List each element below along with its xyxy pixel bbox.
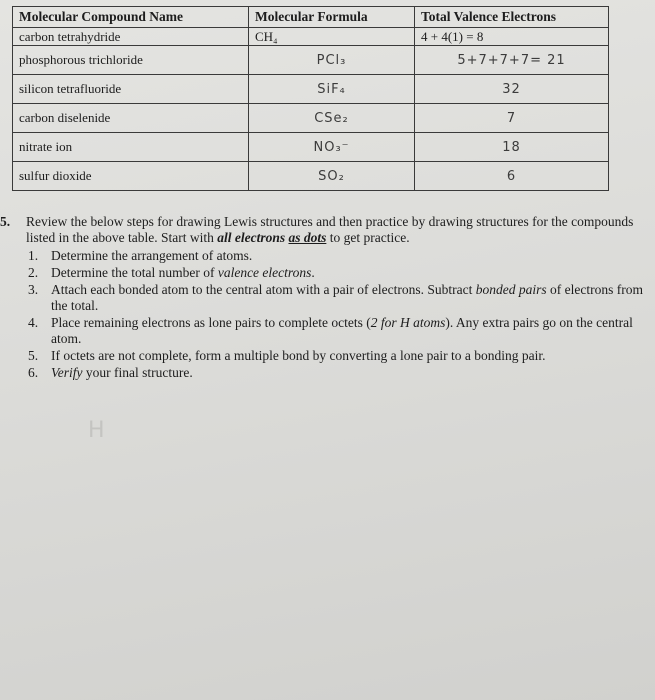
question-text	[26, 214, 651, 246]
list-item	[0, 248, 655, 264]
step-text-end: of electrons from the total.	[51, 282, 643, 313]
list-item	[0, 315, 655, 347]
formula-cell-handwritten: CSe₂	[249, 104, 415, 133]
compound-name-cell: carbon tetrahydride	[13, 28, 249, 46]
header-molecular-formula: Molecular Formula	[249, 7, 415, 28]
compound-name-cell: phosphorous trichloride	[13, 46, 249, 75]
steps-list	[0, 248, 655, 382]
list-item	[0, 365, 655, 381]
question-number: 5.	[0, 214, 11, 229]
table-row	[13, 104, 609, 133]
valence-cell: 4 + 4(1) = 8	[415, 28, 609, 46]
formula-cell-handwritten: PCl₃	[249, 46, 415, 75]
table-header-row	[13, 7, 609, 28]
step-text-end: .	[311, 265, 315, 280]
step-number: 4.	[28, 315, 39, 330]
step-text: Attach each bonded atom to the central atom with a pair of electrons. Subtract	[51, 282, 476, 297]
valence-cell-handwritten: 7	[415, 104, 609, 133]
step-number: 1.	[28, 248, 39, 263]
step-text: If octets are not complete, form a multiple bond by converting a lone pair to a bonding pair.	[51, 348, 546, 363]
formula-cell-handwritten: NO₃⁻	[249, 133, 415, 162]
step-text-end: ). Any extra pairs go on the central atom.	[51, 315, 633, 346]
step-number: 2.	[28, 265, 39, 280]
valence-cell-handwritten: 32	[415, 75, 609, 104]
table-row	[13, 133, 609, 162]
step-italic: 2 for H atoms	[370, 315, 446, 330]
header-compound-name: Molecular Compound Name	[13, 7, 249, 28]
question-text-end: to get practice.	[326, 230, 410, 245]
compound-name-cell: carbon diselenide	[13, 104, 249, 133]
table-row	[13, 162, 609, 191]
step-number: 3.	[28, 282, 39, 297]
faint-pencil-mark: H	[88, 418, 108, 443]
table-row	[13, 75, 609, 104]
step-italic: bonded pairs	[475, 282, 547, 297]
list-item	[0, 348, 655, 364]
valence-cell-handwritten: 5+7+7+7= 21	[415, 46, 609, 75]
formula-cell-handwritten: SiF₄	[249, 75, 415, 104]
step-number: 5.	[28, 348, 39, 363]
compound-name-cell: silicon tetrafluoride	[13, 75, 249, 104]
step-italic: valence electrons	[217, 265, 312, 280]
step-text: Place remaining electrons as lone pairs to complete octets (	[51, 315, 371, 330]
question-emphasis: all electrons	[217, 230, 286, 245]
compound-table	[12, 6, 609, 191]
step-italic: Verify	[51, 365, 83, 380]
step-text-end: your final structure.	[82, 365, 193, 380]
compound-name-cell: nitrate ion	[13, 133, 249, 162]
valence-cell-handwritten: 6	[415, 162, 609, 191]
step-text: Determine the arrangement of atoms.	[51, 248, 253, 263]
list-item	[0, 265, 655, 281]
step-text: Determine the total number of	[51, 265, 218, 280]
compound-name-cell: sulfur dioxide	[13, 162, 249, 191]
valence-cell-handwritten: 18	[415, 133, 609, 162]
table-row	[13, 28, 609, 46]
step-number: 6.	[28, 365, 39, 380]
question-text-part: Review the below steps for drawing Lewis structures and then practice by drawing structures for the compounds listed in the above table. Start with	[26, 214, 634, 245]
question-underline: as dots	[288, 230, 327, 245]
header-total-valence: Total Valence Electrons	[415, 7, 609, 28]
list-item	[0, 282, 655, 314]
formula-cell-handwritten: SO₂	[249, 162, 415, 191]
formula-cell: CH₄	[249, 28, 415, 46]
table-row	[13, 46, 609, 75]
